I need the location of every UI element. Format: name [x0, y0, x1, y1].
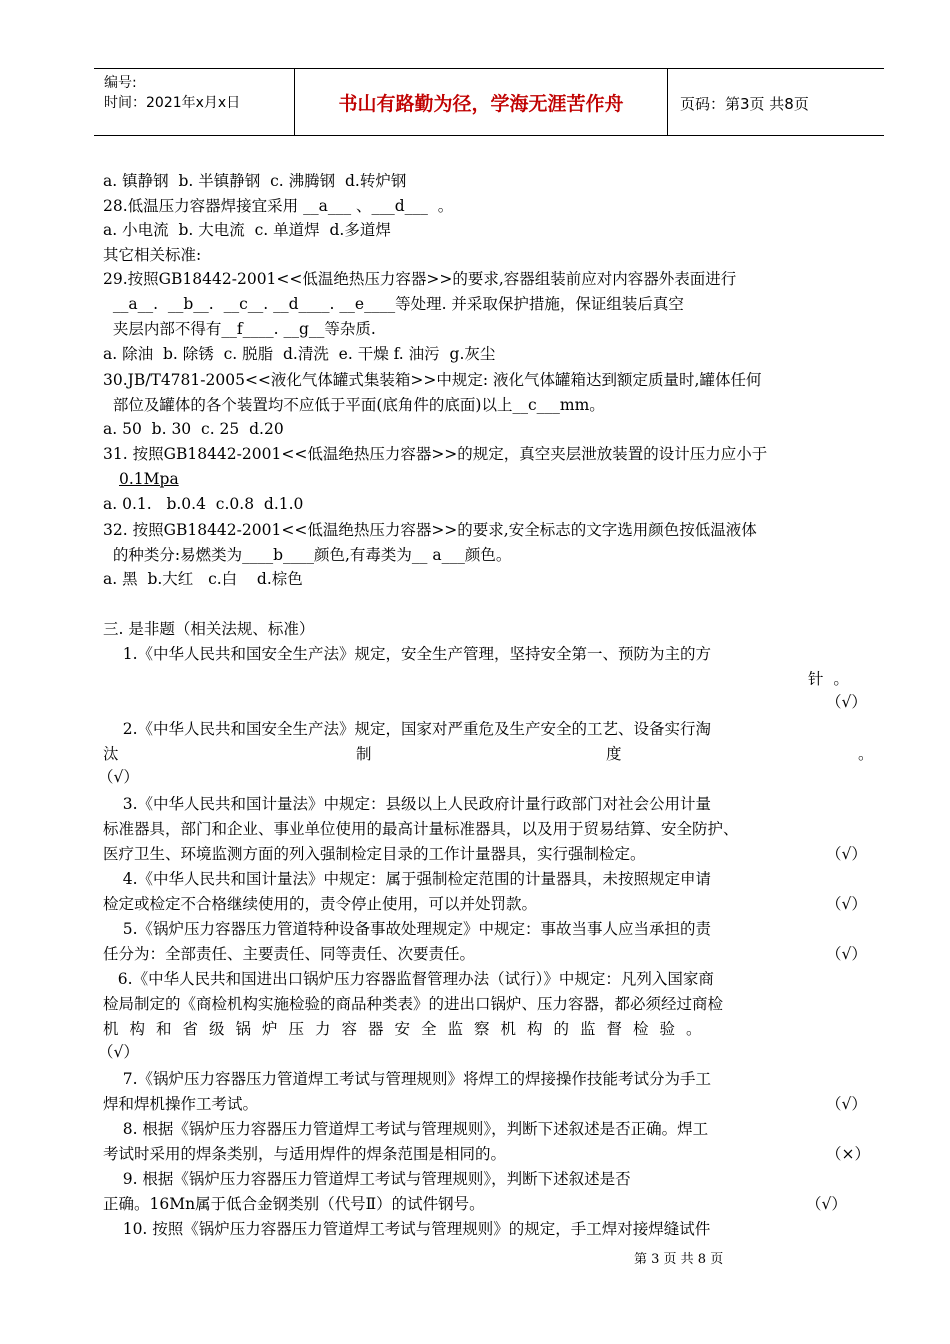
answer-mark: （×）	[826, 1145, 870, 1163]
page-info: 页码：第3页 共8页	[680, 95, 809, 113]
text-line: 制	[356, 745, 372, 763]
text-line: 正确。16Mn属于低合金钢类别（代号Ⅱ）的试件钢号。	[103, 1195, 485, 1213]
text-line: 1.《中华人民共和国安全生产法》规定，安全生产管理，坚持安全第一、预防为主的方	[103, 645, 711, 663]
text-line: 3.《中华人民共和国计量法》中规定：县级以上人民政府计量行政部门对社会公用计量	[103, 795, 711, 813]
text-line: 医疗卫生、环境监测方面的列入强制检定目录的工作计量器具，实行强制检定。	[103, 845, 646, 863]
text-line: 4.《中华人民共和国计量法》中规定：属于强制检定范围的计量器具，未按照规定申请	[103, 870, 711, 888]
header-divider	[667, 69, 668, 135]
text-line: 检局制定的《商检机构实施检验的商品种类表》的进出口锅炉、压力容器，都必须经过商检	[103, 995, 724, 1013]
text-line: 度	[606, 745, 622, 763]
text-line: 。	[858, 745, 874, 763]
text-line: a. 黑 b.大红 c.白 d.棕色	[103, 570, 303, 588]
answer-mark: （√）	[826, 945, 867, 963]
text-line: 6.《中华人民共和国进出口锅炉压力容器监督管理办法（试行）》中规定：凡列入国家商	[103, 970, 714, 988]
text-line: 31. 按照GB18442-2001<<低温绝热压力容器>>的规定，真空夹层泄放装置的设计压力应小于	[103, 445, 768, 463]
answer-mark: （√）	[826, 1095, 867, 1113]
text-line: 32. 按照GB18442-2001<<低温绝热压力容器>>的要求,安全标志的文字选用颜色按低温液体	[103, 521, 757, 539]
text-line: 汰	[103, 745, 119, 763]
answer-mark: （√）	[826, 845, 867, 863]
text-line: 7.《锅炉压力容器压力管道焊工考试与管理规则》将焊工的焊接操作技能考试分为手工	[103, 1070, 711, 1088]
text-line: 9. 根据《锅炉压力容器压力管道焊工考试与管理规则》，判断下述叙述是否	[103, 1170, 631, 1188]
text-line: 8. 根据《锅炉压力容器压力管道焊工考试与管理规则》，判断下述叙述是否正确。焊工	[103, 1120, 709, 1138]
text-line: 5.《锅炉压力容器压力管道特种设备事故处理规定》中规定：事故当事人应当承担的责	[103, 920, 711, 938]
text-line: 2.《中华人民共和国安全生产法》规定，国家对严重危及生产安全的工艺、设备实行淘	[103, 720, 711, 738]
text-line: a. 50 b. 30 c. 25 d.20	[103, 420, 284, 438]
text-line: 其它相关标准:	[103, 246, 202, 264]
text-line: 夹层内部不得有__f____. __g__等杂质.	[103, 320, 376, 338]
time-label: 时间：2021年x月x日	[104, 95, 241, 111]
number-label: 编号:	[104, 75, 137, 91]
text-line: 任分为：全部责任、主要责任、同等责任、次要责任。	[103, 945, 476, 963]
answer-mark: （√）	[98, 1043, 139, 1061]
text-line: a. 除油 b. 除锈 c. 脱脂 d.清洗 e. 干燥 f. 油污 g.灰尘	[103, 345, 496, 363]
page-footer: 第 3 页 共 8 页	[634, 1252, 724, 1267]
motto: 书山有路勤为径，学海无涯苦作舟	[338, 93, 624, 115]
answer-mark: （√）	[98, 768, 139, 786]
text-line: 0.1Mpa	[119, 470, 179, 488]
header-meta	[104, 73, 240, 113]
text-line: 28.低温压力容器焊接宜采用 __a___ 、___d___ 。	[103, 197, 454, 215]
text-line: 部位及罐体的各个装置均不应低于平面(底角件的底面)以上__c___mm。	[103, 396, 605, 414]
answer-mark: （√）	[826, 693, 867, 711]
text-line: __a__. __b__. __c__. __d____. __e____等处理. 并采取保护措施，保证组装后真空	[103, 295, 684, 313]
text-line: 标准器具，部门和企业、事业单位使用的最高计量标准器具，以及用于贸易结算、安全防护、	[103, 820, 739, 838]
answer-mark: （√）	[826, 895, 867, 913]
answer-mark: （√）	[806, 1195, 847, 1213]
text-line: 针 。	[808, 670, 849, 688]
page-header	[94, 68, 884, 136]
text-line: 机构和省级锅炉压力容器安全监察机构的监督检验。	[103, 1020, 713, 1038]
text-line: 考试时采用的焊条类别，与适用焊件的焊条范围是相同的。	[103, 1145, 507, 1163]
text-line: 10. 按照《锅炉压力容器压力管道焊工考试与管理规则》的规定，手工焊对接焊缝试件	[103, 1220, 711, 1238]
text-line: a. 0.1. b.0.4 c.0.8 d.1.0	[103, 495, 304, 513]
text-line: 检定或检定不合格继续使用的，责令停止使用，可以并处罚款。	[103, 895, 538, 913]
text-line: a. 小电流 b. 大电流 c. 单道焊 d.多道焊	[103, 221, 391, 239]
text-line: 29.按照GB18442-2001<<低温绝热压力容器>>的要求,容器组装前应对内容器外表面进行	[103, 270, 737, 288]
text-line: a. 镇静钢 b. 半镇静钢 c. 沸腾钢 d.转炉钢	[103, 172, 407, 190]
text-line: 30.JB/T4781-2005<<液化气体罐式集装箱>>中规定: 液化气体罐箱达到额定质量时,罐体任何	[103, 371, 762, 389]
section-heading: 三. 是非题（相关法规、标准）	[103, 620, 315, 638]
text-line: 焊和焊机操作工考试。	[103, 1095, 259, 1113]
text-line: 的种类分:易燃类为____b____颜色,有毒类为__ a___颜色。	[103, 546, 512, 564]
